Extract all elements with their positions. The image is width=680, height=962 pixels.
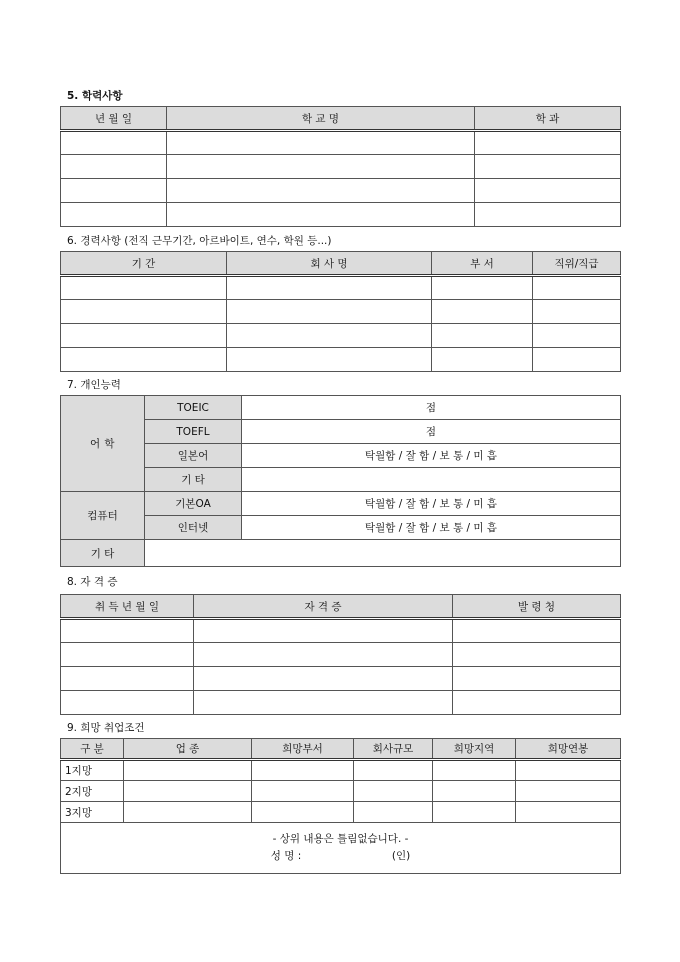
table-row <box>61 691 621 715</box>
department-cell[interactable] <box>432 300 533 324</box>
table-row <box>61 619 621 643</box>
header-certificate: 자 격 증 <box>194 595 453 619</box>
date-cell[interactable] <box>61 179 167 203</box>
table-row <box>61 203 621 227</box>
ability-item: 기 타 <box>145 468 242 492</box>
industry-cell[interactable] <box>124 760 252 781</box>
acquired-date-cell[interactable] <box>61 667 194 691</box>
table-row <box>61 276 621 300</box>
table-row <box>61 300 621 324</box>
choice-label: 2지망 <box>61 781 124 802</box>
certificate-cell[interactable] <box>194 643 453 667</box>
choice-label: 3지망 <box>61 802 124 823</box>
salary-cell[interactable] <box>516 760 621 781</box>
school-cell[interactable] <box>167 155 475 179</box>
industry-cell[interactable] <box>124 781 252 802</box>
major-cell[interactable] <box>475 131 621 155</box>
position-cell[interactable] <box>533 300 621 324</box>
table-row <box>61 802 621 823</box>
computer-label: 컴퓨터 <box>61 492 145 540</box>
ability-value[interactable]: 탁월함 / 잘 함 / 보 통 / 미 흡 <box>242 492 621 516</box>
certificates-title: 8. 자 격 증 <box>67 576 118 588</box>
other-value[interactable] <box>145 540 621 567</box>
certificate-cell[interactable] <box>194 667 453 691</box>
date-cell[interactable] <box>61 155 167 179</box>
header-acquired-date: 취 득 년 월 일 <box>61 595 194 619</box>
signature-row <box>61 823 621 874</box>
period-cell[interactable] <box>61 276 227 300</box>
major-cell[interactable] <box>475 179 621 203</box>
header-desired-region: 희망지역 <box>433 739 516 760</box>
choice-label: 1지망 <box>61 760 124 781</box>
language-label: 어 학 <box>61 396 145 492</box>
position-cell[interactable] <box>533 276 621 300</box>
department-cell[interactable] <box>432 324 533 348</box>
region-cell[interactable] <box>433 760 516 781</box>
ability-item: 인터넷 <box>145 516 242 540</box>
table-row <box>61 324 621 348</box>
major-cell[interactable] <box>475 155 621 179</box>
table-row <box>61 131 621 155</box>
certificate-cell[interactable] <box>194 619 453 643</box>
region-cell[interactable] <box>433 802 516 823</box>
school-cell[interactable] <box>167 203 475 227</box>
career-title: 6. 경력사항 (전직 근무기간, 아르바이트, 연수, 학원 등...) <box>67 235 332 247</box>
date-cell[interactable] <box>61 203 167 227</box>
header-period: 기 간 <box>61 252 227 276</box>
header-major: 학 과 <box>475 107 621 131</box>
header-desired-department: 희망부서 <box>252 739 354 760</box>
career-table <box>60 251 621 372</box>
abilities-title: 7. 개인능력 <box>67 379 121 391</box>
acquired-date-cell[interactable] <box>61 643 194 667</box>
abilities-table <box>60 395 621 567</box>
certificate-cell[interactable] <box>194 691 453 715</box>
department-cell[interactable] <box>252 802 354 823</box>
header-school: 학 교 명 <box>167 107 475 131</box>
issuer-cell[interactable] <box>453 643 621 667</box>
position-cell[interactable] <box>533 348 621 372</box>
acquired-date-cell[interactable] <box>61 619 194 643</box>
school-cell[interactable] <box>167 131 475 155</box>
ability-value[interactable] <box>242 468 621 492</box>
ability-value[interactable]: 탁월함 / 잘 함 / 보 통 / 미 흡 <box>242 444 621 468</box>
desired-table <box>60 738 621 874</box>
table-row <box>61 155 621 179</box>
certificates-table <box>60 594 621 715</box>
table-row <box>61 348 621 372</box>
table-row <box>61 179 621 203</box>
table-row <box>61 760 621 781</box>
department-cell[interactable] <box>432 276 533 300</box>
company-size-cell[interactable] <box>354 760 433 781</box>
salary-cell[interactable] <box>516 802 621 823</box>
header-desired-salary: 희망연봉 <box>516 739 621 760</box>
company-size-cell[interactable] <box>354 802 433 823</box>
department-cell[interactable] <box>432 348 533 372</box>
issuer-cell[interactable] <box>453 667 621 691</box>
header-company: 회 사 명 <box>227 252 432 276</box>
company-cell[interactable] <box>227 348 432 372</box>
ability-value[interactable]: 탁월함 / 잘 함 / 보 통 / 미 흡 <box>242 516 621 540</box>
education-table <box>60 106 621 227</box>
company-size-cell[interactable] <box>354 781 433 802</box>
education-title: 5. 학력사항 <box>67 90 123 102</box>
date-cell[interactable] <box>61 131 167 155</box>
signature-label: 성 명 : <box>270 850 302 862</box>
ability-item: TOEIC <box>145 396 242 420</box>
table-row <box>61 667 621 691</box>
department-cell[interactable] <box>252 781 354 802</box>
industry-cell[interactable] <box>124 802 252 823</box>
table-row <box>61 781 621 802</box>
school-cell[interactable] <box>167 179 475 203</box>
major-cell[interactable] <box>475 203 621 227</box>
salary-cell[interactable] <box>516 781 621 802</box>
other-label: 기 타 <box>61 540 145 567</box>
signature-cell <box>61 823 621 874</box>
department-cell[interactable] <box>252 760 354 781</box>
header-department: 부 서 <box>432 252 533 276</box>
confirm-text: - 상위 내용은 틀림없습니다. - <box>272 833 409 845</box>
issuer-cell[interactable] <box>453 691 621 715</box>
seal-label: (인) <box>391 850 411 862</box>
period-cell[interactable] <box>61 300 227 324</box>
issuer-cell[interactable] <box>453 619 621 643</box>
header-date: 년 월 일 <box>61 107 167 131</box>
desired-title: 9. 희망 취업조건 <box>67 722 145 734</box>
region-cell[interactable] <box>433 781 516 802</box>
header-company-size: 회사규모 <box>354 739 433 760</box>
ability-item: 일본어 <box>145 444 242 468</box>
ability-value[interactable]: 점 <box>242 396 621 420</box>
ability-item: 기본OA <box>145 492 242 516</box>
company-cell[interactable] <box>227 324 432 348</box>
period-cell[interactable] <box>61 348 227 372</box>
header-position: 직위/직급 <box>533 252 621 276</box>
period-cell[interactable] <box>61 324 227 348</box>
signature-line <box>61 848 620 865</box>
ability-item: TOEFL <box>145 420 242 444</box>
table-row <box>61 643 621 667</box>
header-industry: 업 종 <box>124 739 252 760</box>
ability-value[interactable]: 점 <box>242 420 621 444</box>
acquired-date-cell[interactable] <box>61 691 194 715</box>
company-cell[interactable] <box>227 300 432 324</box>
header-issuer: 발 령 청 <box>453 595 621 619</box>
position-cell[interactable] <box>533 324 621 348</box>
header-category: 구 분 <box>61 739 124 760</box>
company-cell[interactable] <box>227 276 432 300</box>
